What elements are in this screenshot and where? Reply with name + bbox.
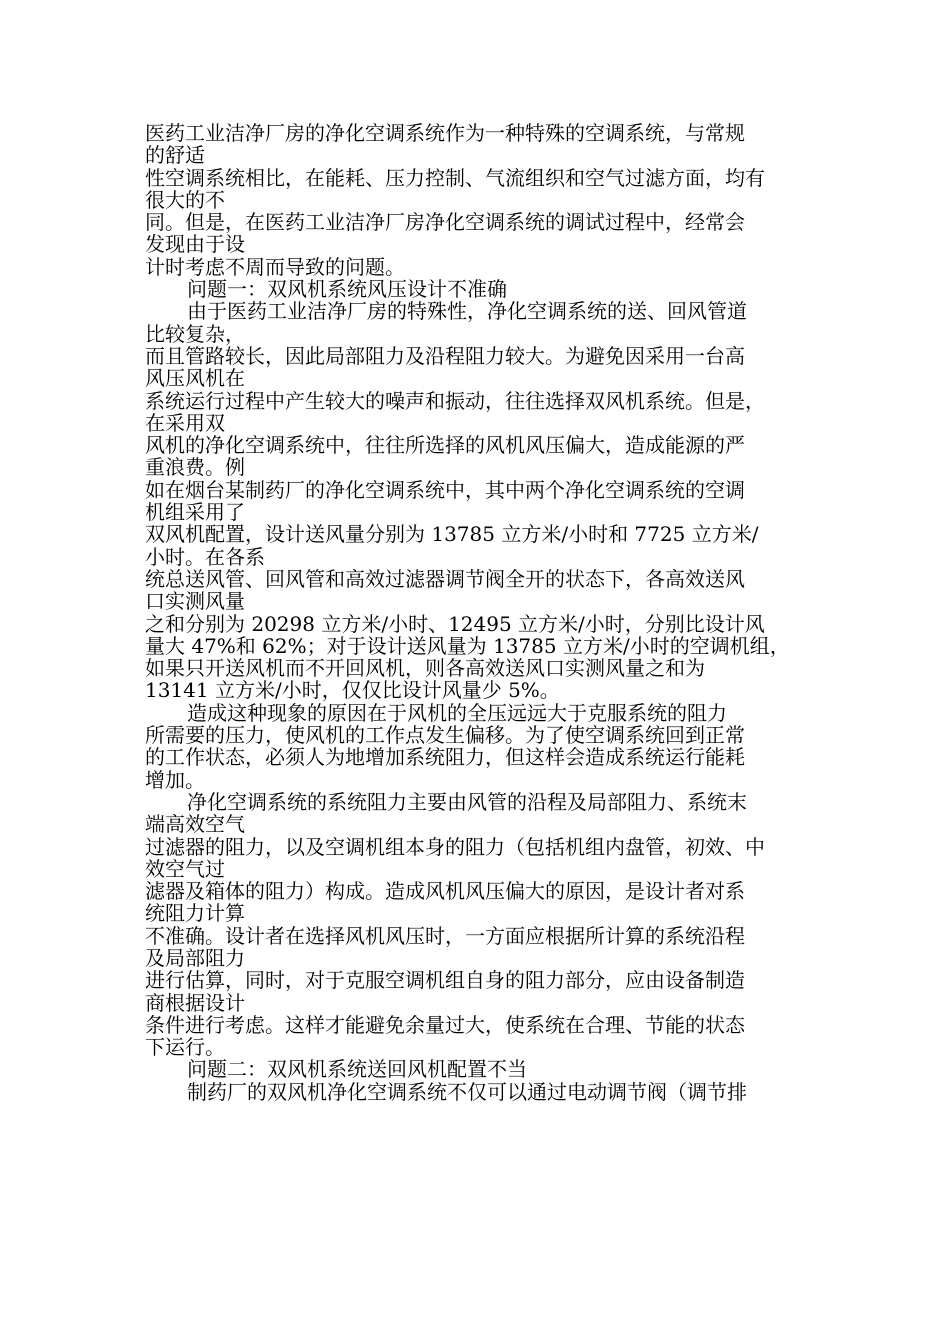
document-body <box>145 122 810 1103</box>
text-line: 制药厂的双风机净化空调系统不仅可以通过电动调节阀（调节排 <box>187 1080 747 1104</box>
text-line: 计时考虑不周而导致的问题。 <box>145 255 405 279</box>
text-line: 商根据设计 <box>145 991 245 1014</box>
text-line: 效空气过 <box>145 857 225 881</box>
text-line: 的工作状态，必须人为地增加系统阻力，但这样会造成系统运行能耗 <box>145 746 745 769</box>
text-line: 性空调系统相比，在能耗、压力控制、气流组织和空气过滤方面，均有 <box>145 166 765 189</box>
text-line: 问题一：双风机系统风压设计不准确 <box>187 278 507 301</box>
text-line: 下运行。 <box>145 1036 225 1059</box>
text-line: 由于医药工业洁净厂房的特殊性，净化空调系统的送、回风管道 <box>187 300 747 323</box>
text-line: 在采用双 <box>145 411 225 435</box>
text-line: 条件进行考虑。这样才能避免余量过大，使系统在合理、节能的状态 <box>145 1013 745 1037</box>
text-line: 所需要的压力，使风机的工作点发生偏移。为了使空调系统回到正常 <box>145 724 745 747</box>
text-line: 而且管路较长，因此局部阻力及沿程阻力较大。为避免因采用一台高 <box>145 344 745 368</box>
text-line: 风机的净化空调系统中，往往所选择的风机风压偏大，造成能源的严 <box>145 434 745 457</box>
text-line: 医药工业洁净厂房的净化空调系统作为一种特殊的空调系统，与常规 <box>145 122 745 145</box>
text-line: 的舒适 <box>145 144 205 167</box>
text-line: 净化空调系统的系统阻力主要由风管的沿程及局部阻力、系统末 <box>187 790 747 814</box>
text-line: 风压风机在 <box>145 367 245 390</box>
text-line: 滤器及箱体的阻力）构成。造成风机风压偏大的原因，是设计者对系 <box>145 880 745 903</box>
text-line: 问题二：双风机系统送回风机配置不当 <box>187 1058 527 1081</box>
text-line: 不准确。设计者在选择风机风压时，一方面应根据所计算的系统沿程 <box>145 924 745 947</box>
text-line: 很大的不 <box>145 188 225 212</box>
text-line: 机组采用了 <box>145 501 245 524</box>
text-line: 统总送风管、回风管和高效过滤器调节阀全开的状态下，各高效送风 <box>145 567 745 591</box>
text-line: 口实测风量 <box>145 590 245 613</box>
text-line: 及局部阻力 <box>145 946 245 970</box>
text-line: 统阻力计算 <box>145 902 245 925</box>
text-line: 之和分别为 20298 立方米/小时、12495 立方米/小时，分别比设计风 <box>145 612 765 635</box>
text-line: 造成这种现象的原因在于风机的全压远远大于克服系统的阻力 <box>187 701 727 725</box>
text-line: 双风机配置，设计送风量分别为 13785 立方米/小时和 7725 立方米/ <box>145 523 759 546</box>
text-line: 系统运行过程中产生较大的噪声和振动，往往选择双风机系统。但是， <box>145 389 765 412</box>
text-line: 发现由于设 <box>145 233 245 256</box>
text-line: 重浪费。例 <box>145 456 245 479</box>
text-line: 端高效空气 <box>145 813 245 836</box>
text-line: 小时。在各系 <box>145 545 265 568</box>
text-line: 比较复杂， <box>145 322 245 345</box>
text-line: 量大 47%和 62%；对于设计送风量为 13785 立方米/小时的空调机组， <box>145 634 790 658</box>
text-line: 进行估算，同时，对于克服空调机组自身的阻力部分，应由设备制造 <box>145 969 745 992</box>
text-line: 13141 立方米/小时，仅仅比设计风量少 5%。 <box>145 679 560 702</box>
text-line: 如在烟台某制药厂的净化空调系统中，其中两个净化空调系统的空调 <box>145 478 745 502</box>
text-line: 如果只开送风机而不开回风机，则各高效送风口实测风量之和为 <box>145 657 705 680</box>
text-line: 同。但是，在医药工业洁净厂房净化空调系统的调试过程中，经常会 <box>145 211 745 234</box>
text-line: 增加。 <box>145 768 205 791</box>
text-line: 过滤器的阻力，以及空调机组本身的阻力（包括机组内盘管，初效、中 <box>145 835 765 858</box>
